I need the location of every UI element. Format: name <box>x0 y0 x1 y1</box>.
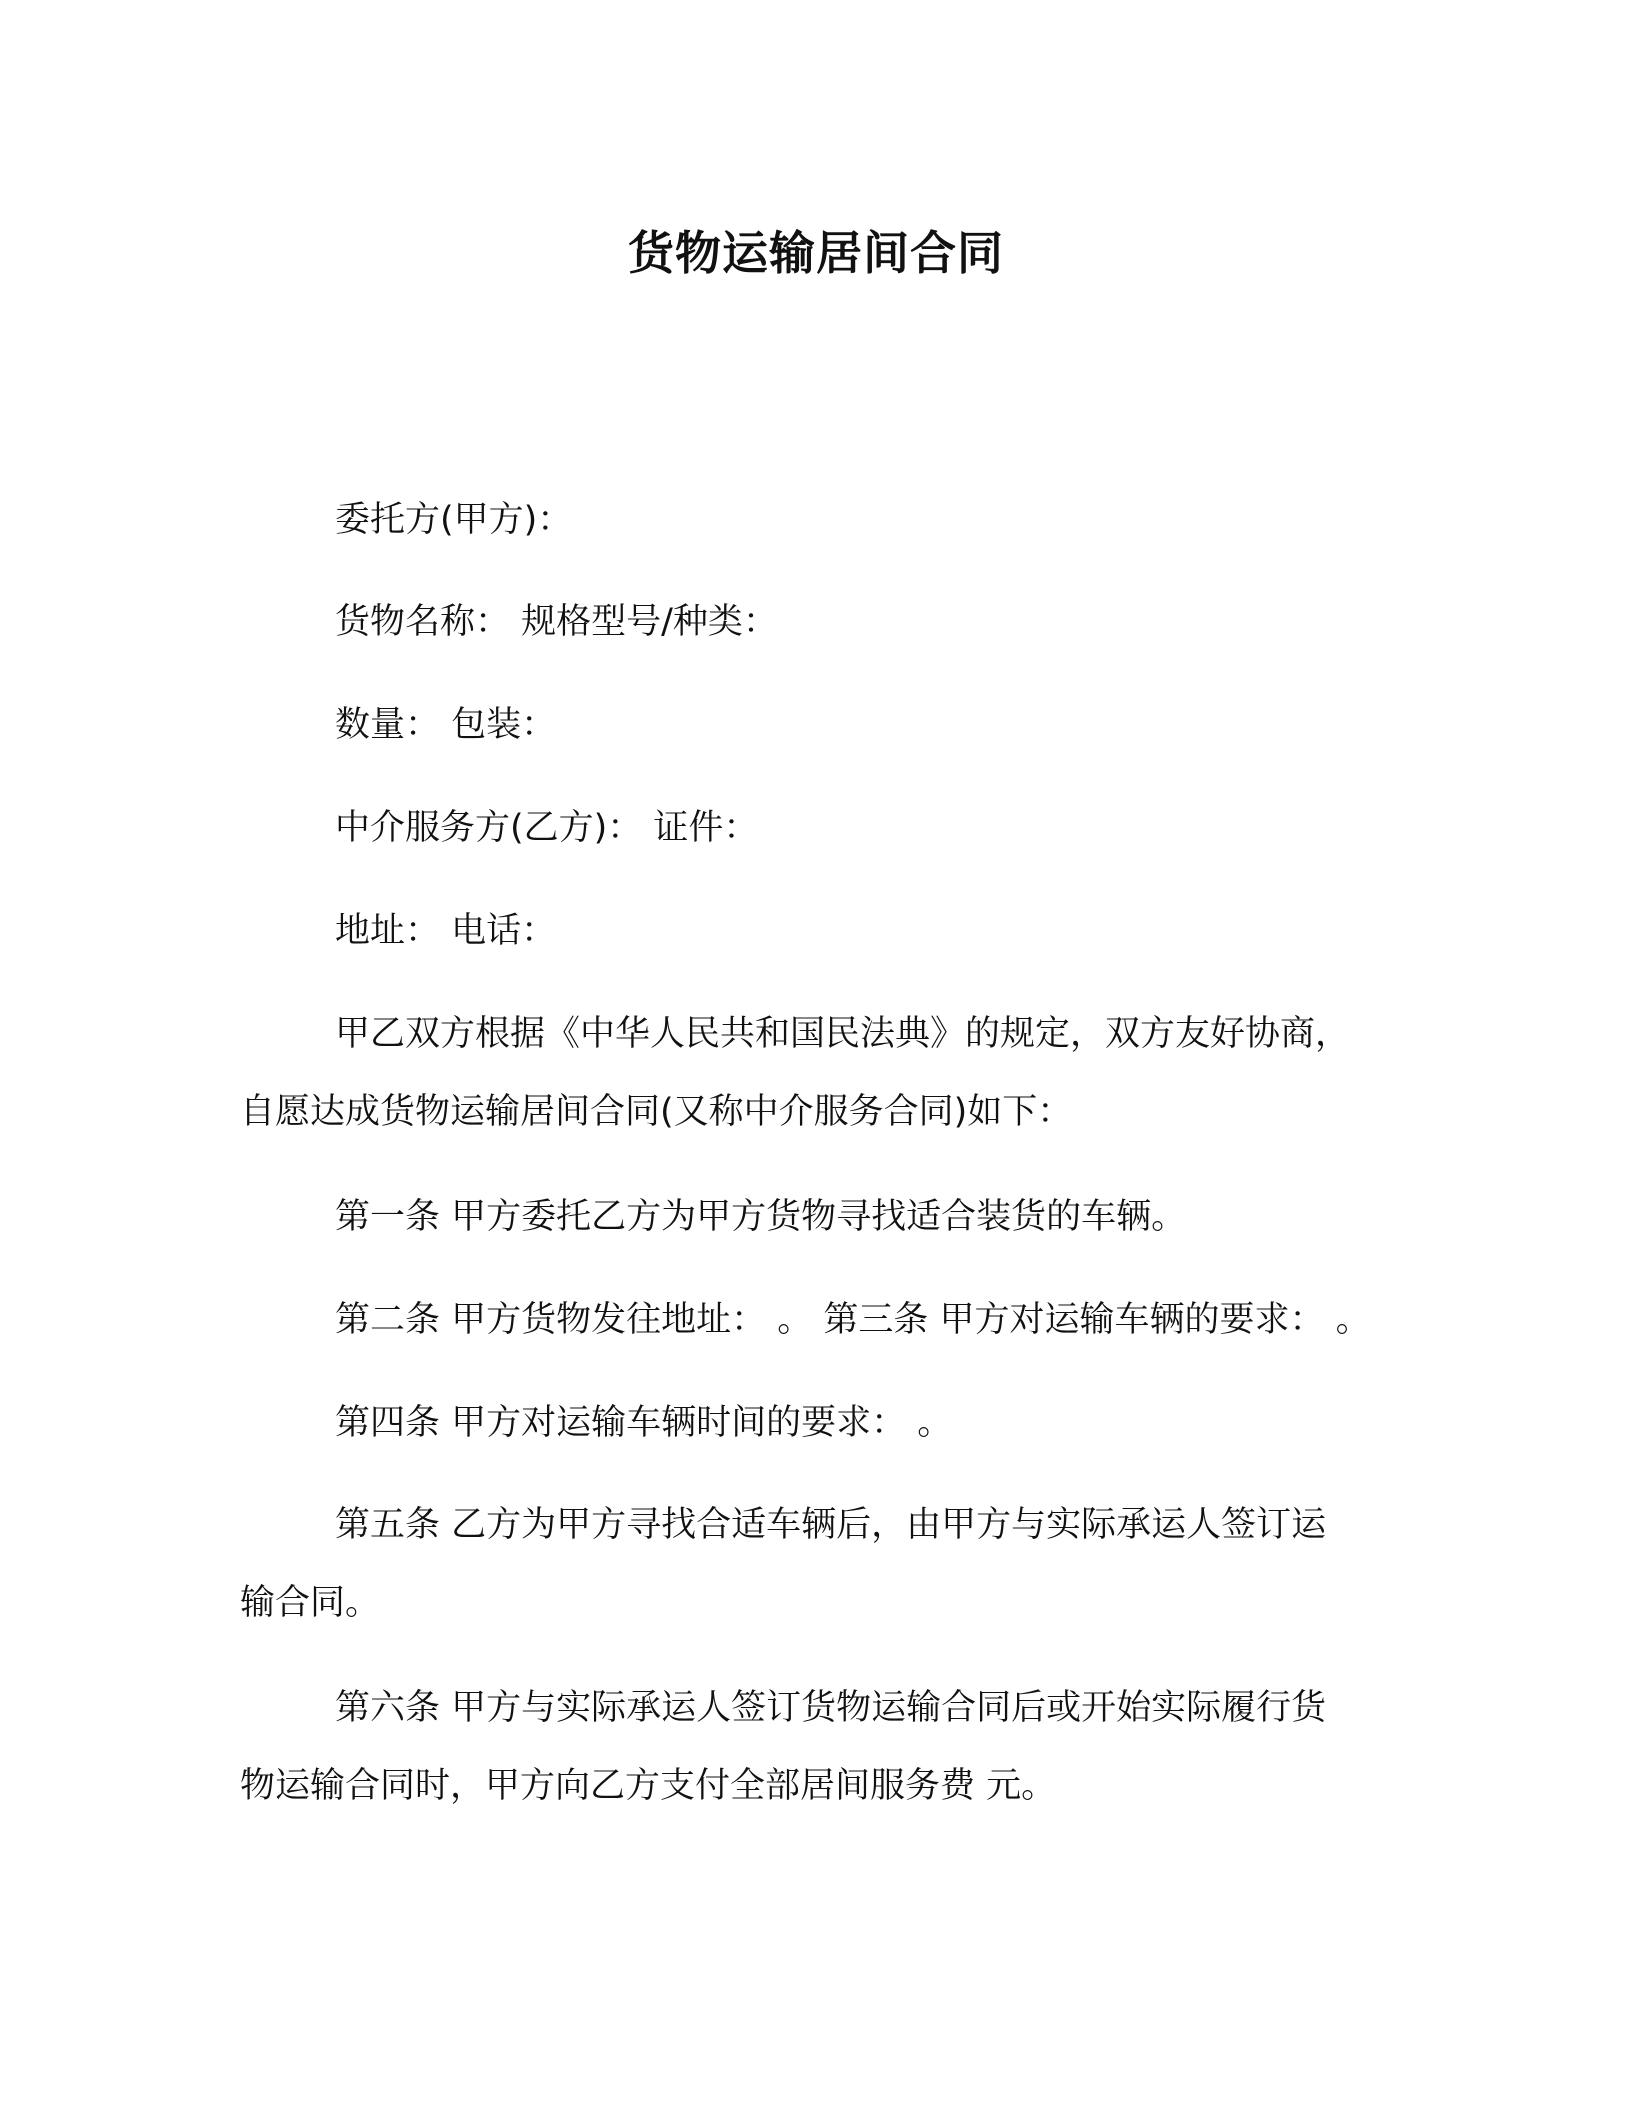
article-6-line-2: 物运输合同时，甲方向乙方支付全部居间服务费 元。 <box>240 1766 1057 1806</box>
field-quantity: 数量： 包装： <box>335 705 557 745</box>
article-5-line-1: 第五条 乙方为甲方寻找合适车辆后，由甲方与实际承运人签订运 <box>335 1505 1327 1545</box>
field-address: 地址： 电话： <box>335 911 557 951</box>
paragraph-preamble-line-1: 甲乙双方根据《中华人民共和国民法典》的规定，双方友好协商， <box>335 1014 1351 1054</box>
article-1: 第一条 甲方委托乙方为甲方货物寻找适合装货的车辆。 <box>335 1197 1187 1237</box>
article-2-3: 第二条 甲方货物发往地址： 。 第三条 甲方对运输车辆的要求： 。 <box>335 1300 1371 1340</box>
field-intermediary: 中介服务方(乙方)： 证件： <box>335 808 759 848</box>
field-goods-name: 货物名称： 规格型号/种类： <box>335 602 778 642</box>
article-4: 第四条 甲方对运输车辆时间的要求： 。 <box>335 1403 953 1443</box>
document-title: 货物运输居间合同 <box>628 226 1004 280</box>
paragraph-preamble-line-2: 自愿达成货物运输居间合同(又称中介服务合同)如下： <box>240 1092 1073 1132</box>
field-consignor: 委托方(甲方)： <box>335 500 573 540</box>
article-5-line-2: 输合同。 <box>240 1583 381 1623</box>
article-6-line-1: 第六条 甲方与实际承运人签订货物运输合同后或开始实际履行货 <box>335 1688 1327 1728</box>
